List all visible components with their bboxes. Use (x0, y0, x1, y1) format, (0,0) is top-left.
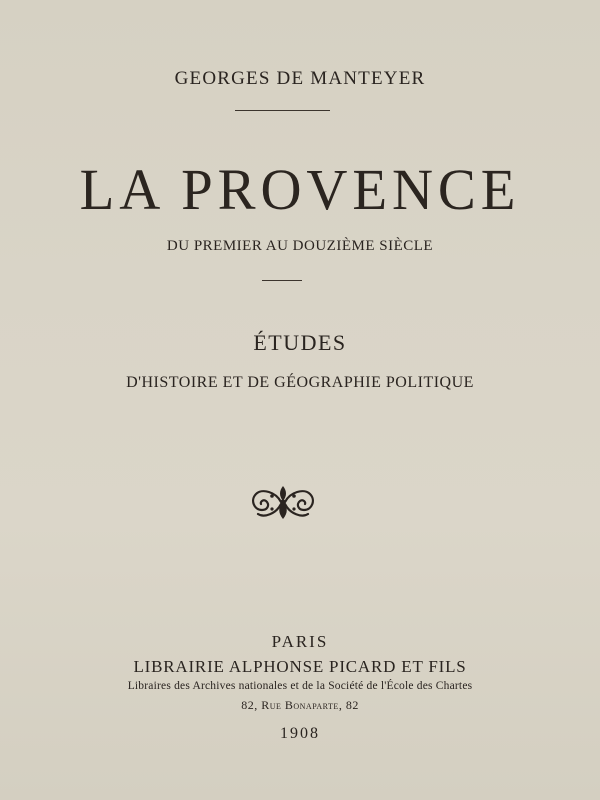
imprint-address: 82, Rue Bonaparte, 82 (241, 698, 359, 712)
fleuron-ornament-icon (248, 482, 318, 522)
book-subtitle: DU PREMIER AU DOUZIÈME SIÈCLE (166, 238, 434, 254)
imprint-publisher: LIBRAIRIE ALPHONSE PICARD ET FILS (133, 657, 467, 676)
section-heading: ÉTUDES (253, 330, 347, 355)
divider-rule (235, 110, 330, 111)
divider-rule-short (262, 280, 302, 281)
author-name: GEORGES DE MANTEYER (174, 68, 426, 89)
imprint-city: PARIS (271, 632, 329, 651)
book-title: LA PROVENCE (79, 157, 521, 222)
imprint-year: 1908 (280, 725, 320, 742)
imprint-publisher-description: Libraires des Archives nationales et de la Société de l'École des Chartes (127, 680, 473, 692)
section-subheading: D'HISTOIRE ET DE GÉOGRAPHIE POLITIQUE (126, 374, 474, 391)
